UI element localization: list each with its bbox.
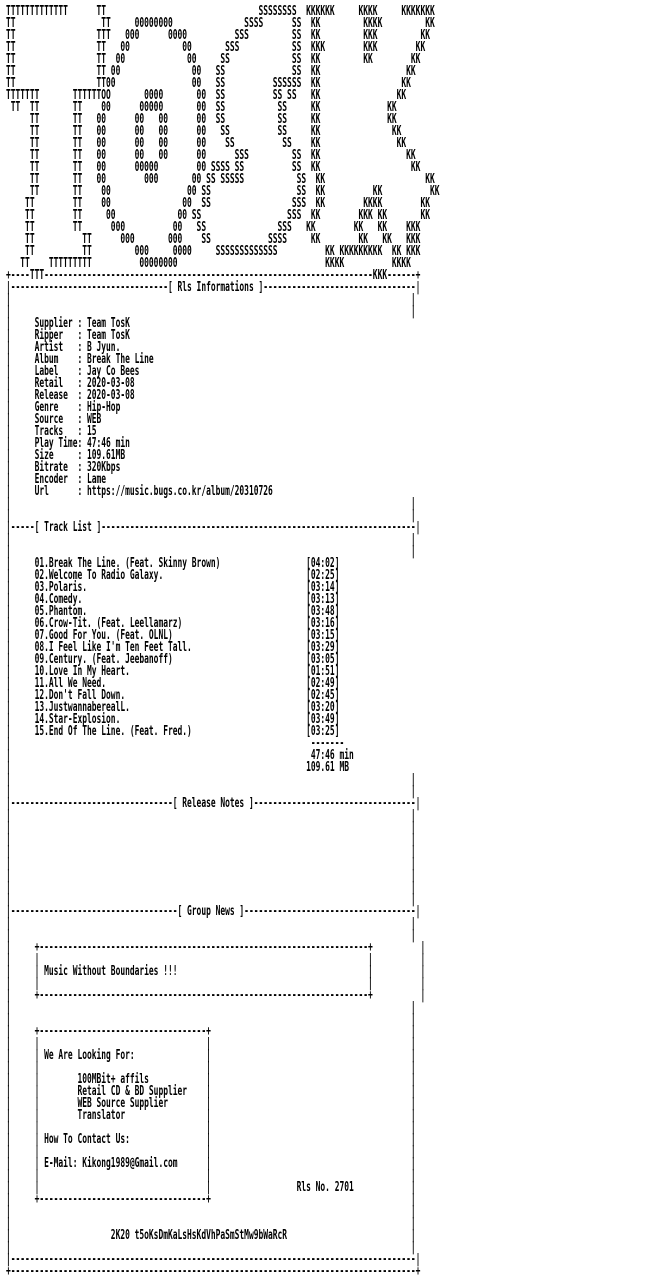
nfo-line: | Url : https://music.bugs.co.kr/album/20310726 — [6, 484, 273, 499]
nfo-line: | | | | — [6, 1168, 416, 1183]
nfo-line: | Bitrate : 320Kbps — [6, 460, 121, 475]
nfo-line: |-----[ Track List ]------------------------------------------------------------------| — [6, 520, 421, 535]
nfo-line: TT TT 00 00 00 00 SS SS KK KK — [6, 124, 402, 139]
nfo-line: |----------------------------------[ Release Notes ]----------------------------------| — [6, 796, 421, 811]
nfo-line: | 08.I Feel Like I'm Ten Feet Tall. [03:29] — [6, 640, 340, 655]
nfo-line: | | WEB Source Supplier | | — [6, 1096, 416, 1111]
nfo-line: TT TT 00 00 SS SS KK KK — [6, 64, 416, 79]
nfo-line: | | — [6, 1240, 416, 1255]
nfo-line: | 07.Good For You. (Feat. OLNL) [03:15] — [6, 628, 340, 643]
nfo-line: | | Music Without Boundaries !!! | | — [6, 964, 426, 979]
nfo-line: +-------------------------------------------------------------------------------------+ — [6, 1264, 421, 1279]
nfo-line: | | We Are Looking For: | | — [6, 1048, 416, 1063]
nfo-line: TT TT 00 00 00 00 SS SS KK KK — [6, 112, 397, 127]
nfo-line: | | — [6, 856, 416, 871]
nfo-line: TT TT 00 00 SS SSS KK KKKK KK — [6, 196, 430, 211]
nfo-line: | | — [6, 820, 416, 835]
nfo-line: |---------------------------------[ Rls Informations ]--------------------------------| — [6, 280, 421, 295]
nfo-line: | 06.Crow-Tit. (Feat. Leellamarz) [03:16] — [6, 616, 340, 631]
nfo-line: | | — [6, 784, 416, 799]
nfo-line: | | 100MBit+ affils | | — [6, 1072, 416, 1087]
nfo-line: | | — [6, 304, 416, 319]
nfo-line: | | — [6, 832, 416, 847]
nfo-line: TTTTTTTTTTTTT TT SSSSSSSS KKKKKK KKKK KKKKKKK — [6, 4, 435, 19]
nfo-line: TT TT00 00 SS SSSSSS KK KK — [6, 76, 411, 91]
nfo-line: | | — [6, 1012, 416, 1027]
nfo-line: | Genre : Hip-Hop — [6, 400, 121, 415]
nfo-line: TT TT 000 00 SS SSS KK KK KK KKK — [6, 220, 421, 235]
nfo-line: | | Retail CD & BD Supplier | | — [6, 1084, 416, 1099]
nfo-line: | +-----------------------------------+ | — [6, 1192, 416, 1207]
nfo-line: | | E-Mail: Kikong1989@Gmail.com | | — [6, 1156, 416, 1171]
nfo-line: TT TT 00 00 SS SS KK KK KK — [6, 184, 440, 199]
nfo-line: TT TT 00 00 SSS SS KKK KKK KK — [6, 40, 426, 55]
nfo-line: | 14.Star-Explosion. [03:49] — [6, 712, 340, 727]
nfo-line: TT TT 000 0000 SSSSSSSSSSSSS KK KKKKKKKKK KK KKK — [6, 244, 421, 259]
nfo-line: | Encoder : Lame — [6, 472, 107, 487]
nfo-line: | 05.Phantom. [03:48] — [6, 604, 340, 619]
nfo-line: | | — [6, 808, 416, 823]
nfo-line: | 2K20 t5oKsDmKaLsHsKdVhPaSmStMw9bWaRcR | — [6, 1228, 416, 1243]
nfo-line: | +-----------------------------------+ | — [6, 1024, 416, 1039]
nfo-line: | 04.Comedy. [03:13] — [6, 592, 340, 607]
nfo-line: | 01.Break The Line. (Feat. Skinny Brown) [04:02] — [6, 556, 340, 571]
nfo-line: | 12.Don't Fall Down. [02:45] — [6, 688, 340, 703]
nfo-line: | 109.61 MB — [6, 760, 349, 775]
nfo-line: | | Translator | | — [6, 1108, 416, 1123]
nfo-line: | | — [6, 508, 416, 523]
nfo-line: TT TTTTTTTTT 00000000 KKKK KKKK — [6, 256, 411, 271]
nfo-line: +----TTT---------------------------------------------------------------------KKK------+ — [6, 268, 421, 283]
nfo-line: | 47:46 min — [6, 748, 354, 763]
nfo-line: TT TT 00 00 SS SS KK KK KK — [6, 52, 421, 67]
nfo-line: TT TT 00 00 00 00 SSS SS KK KK — [6, 148, 416, 163]
nfo-line: | Play Time: 47:46 min — [6, 436, 130, 451]
nfo-line: | 10.Love In My Heart. [01:51] — [6, 664, 340, 679]
nfo-line: | | | | — [6, 1120, 416, 1135]
nfo-line: | 11.All We Need. [02:49] — [6, 676, 340, 691]
nfo-line: | | — [6, 892, 416, 907]
nfo-line: | Source : WEB — [6, 412, 102, 427]
nfo-line: | | | | — [6, 1036, 416, 1051]
nfo-line: TT TT 00 00000 00 SSSS SS SS KK KK — [6, 160, 421, 175]
nfo-line: | 02.Welcome To Radio Galaxy. [02:25] — [6, 568, 340, 583]
nfo-line: | 03.Polaris. [03:14] — [6, 580, 340, 595]
nfo-line: | | | | — [6, 1060, 416, 1075]
nfo-line: TT TT 000 000 SS SSSS KK KK KK KKK — [6, 232, 421, 247]
nfo-line: TT TT 00 00 SS SSS KK KKK KK KK — [6, 208, 430, 223]
nfo-line: | | — [6, 916, 416, 931]
nfo-line: | | | Rls No. 2701 | — [6, 1180, 416, 1195]
nfo-text-block — [6, 4, 440, 1279]
nfo-line: | | — [6, 1000, 416, 1015]
nfo-line: |-------------------------------------------------------------------------------------| — [6, 1252, 421, 1267]
nfo-line: | | — [6, 844, 416, 859]
nfo-line: | Album : Break The Line — [6, 352, 154, 367]
nfo-line: | 13.JustwannaberealL. [03:20] — [6, 700, 340, 715]
nfo-line: | ------- — [6, 736, 345, 751]
nfo-line: | Retail : 2020-03-08 — [6, 376, 135, 391]
nfo-line: | | | | — [6, 976, 426, 991]
nfo-line: | | | | — [6, 1144, 416, 1159]
nfo-line: | | — [6, 772, 416, 787]
nfo-line: | Artist : B Jyun. — [6, 340, 121, 355]
nfo-line: TT TT TT 00 00000 00 SS SS KK KK — [6, 100, 397, 115]
nfo-line: TT TTT 000 0000 SSS SS KK KKK KK — [6, 28, 430, 43]
nfo-line: TTTTTTT TTTTTTOO 0000 00 SS SS SS KK KK — [6, 88, 407, 103]
nfo-line: TT TT 00 00 00 00 SS SS KK KK — [6, 136, 407, 151]
nfo-line: | 15.End Of The Line. (Feat. Fred.) [03:25] — [6, 724, 340, 739]
nfo-line: | Tracks : 15 — [6, 424, 97, 439]
nfo-line: |-----------------------------------[ Group News ]------------------------------------| — [6, 904, 421, 919]
nfo-line: | Size : 109.61MB — [6, 448, 126, 463]
nfo-line: | | How To Contact Us: | | — [6, 1132, 416, 1147]
nfo-line: | +---------------------------------------------------------------------+ | — [6, 988, 426, 1003]
nfo-line: | | — [6, 868, 416, 883]
nfo-line: | | — [6, 1216, 416, 1231]
nfo-line: | | — [6, 544, 416, 559]
nfo-line: | | — [6, 928, 416, 943]
nfo-line: | Release : 2020-03-08 — [6, 388, 135, 403]
nfo-line: | 09.Century. (Feat. Jeebanoff) [03:05] — [6, 652, 340, 667]
nfo-line: | | — [6, 1204, 416, 1219]
nfo-line: TT TT 00000000 SSSS SS KK KKKK KK — [6, 16, 435, 31]
nfo-line: | | — [6, 880, 416, 895]
nfo-line: | +---------------------------------------------------------------------+ | — [6, 940, 426, 955]
nfo-line: | Ripper : Team TosK — [6, 328, 130, 343]
nfo-line: | | — [6, 496, 416, 511]
nfo-line: | Label : Jay Co Bees — [6, 364, 140, 379]
nfo-line: TT TT 00 000 00 SS SSSSS SS KK KK — [6, 172, 435, 187]
nfo-line: | | | | — [6, 952, 426, 967]
nfo-line: | | — [6, 532, 416, 547]
nfo-line: | Supplier : Team TosK — [6, 316, 130, 331]
nfo-line: | | — [6, 292, 416, 307]
